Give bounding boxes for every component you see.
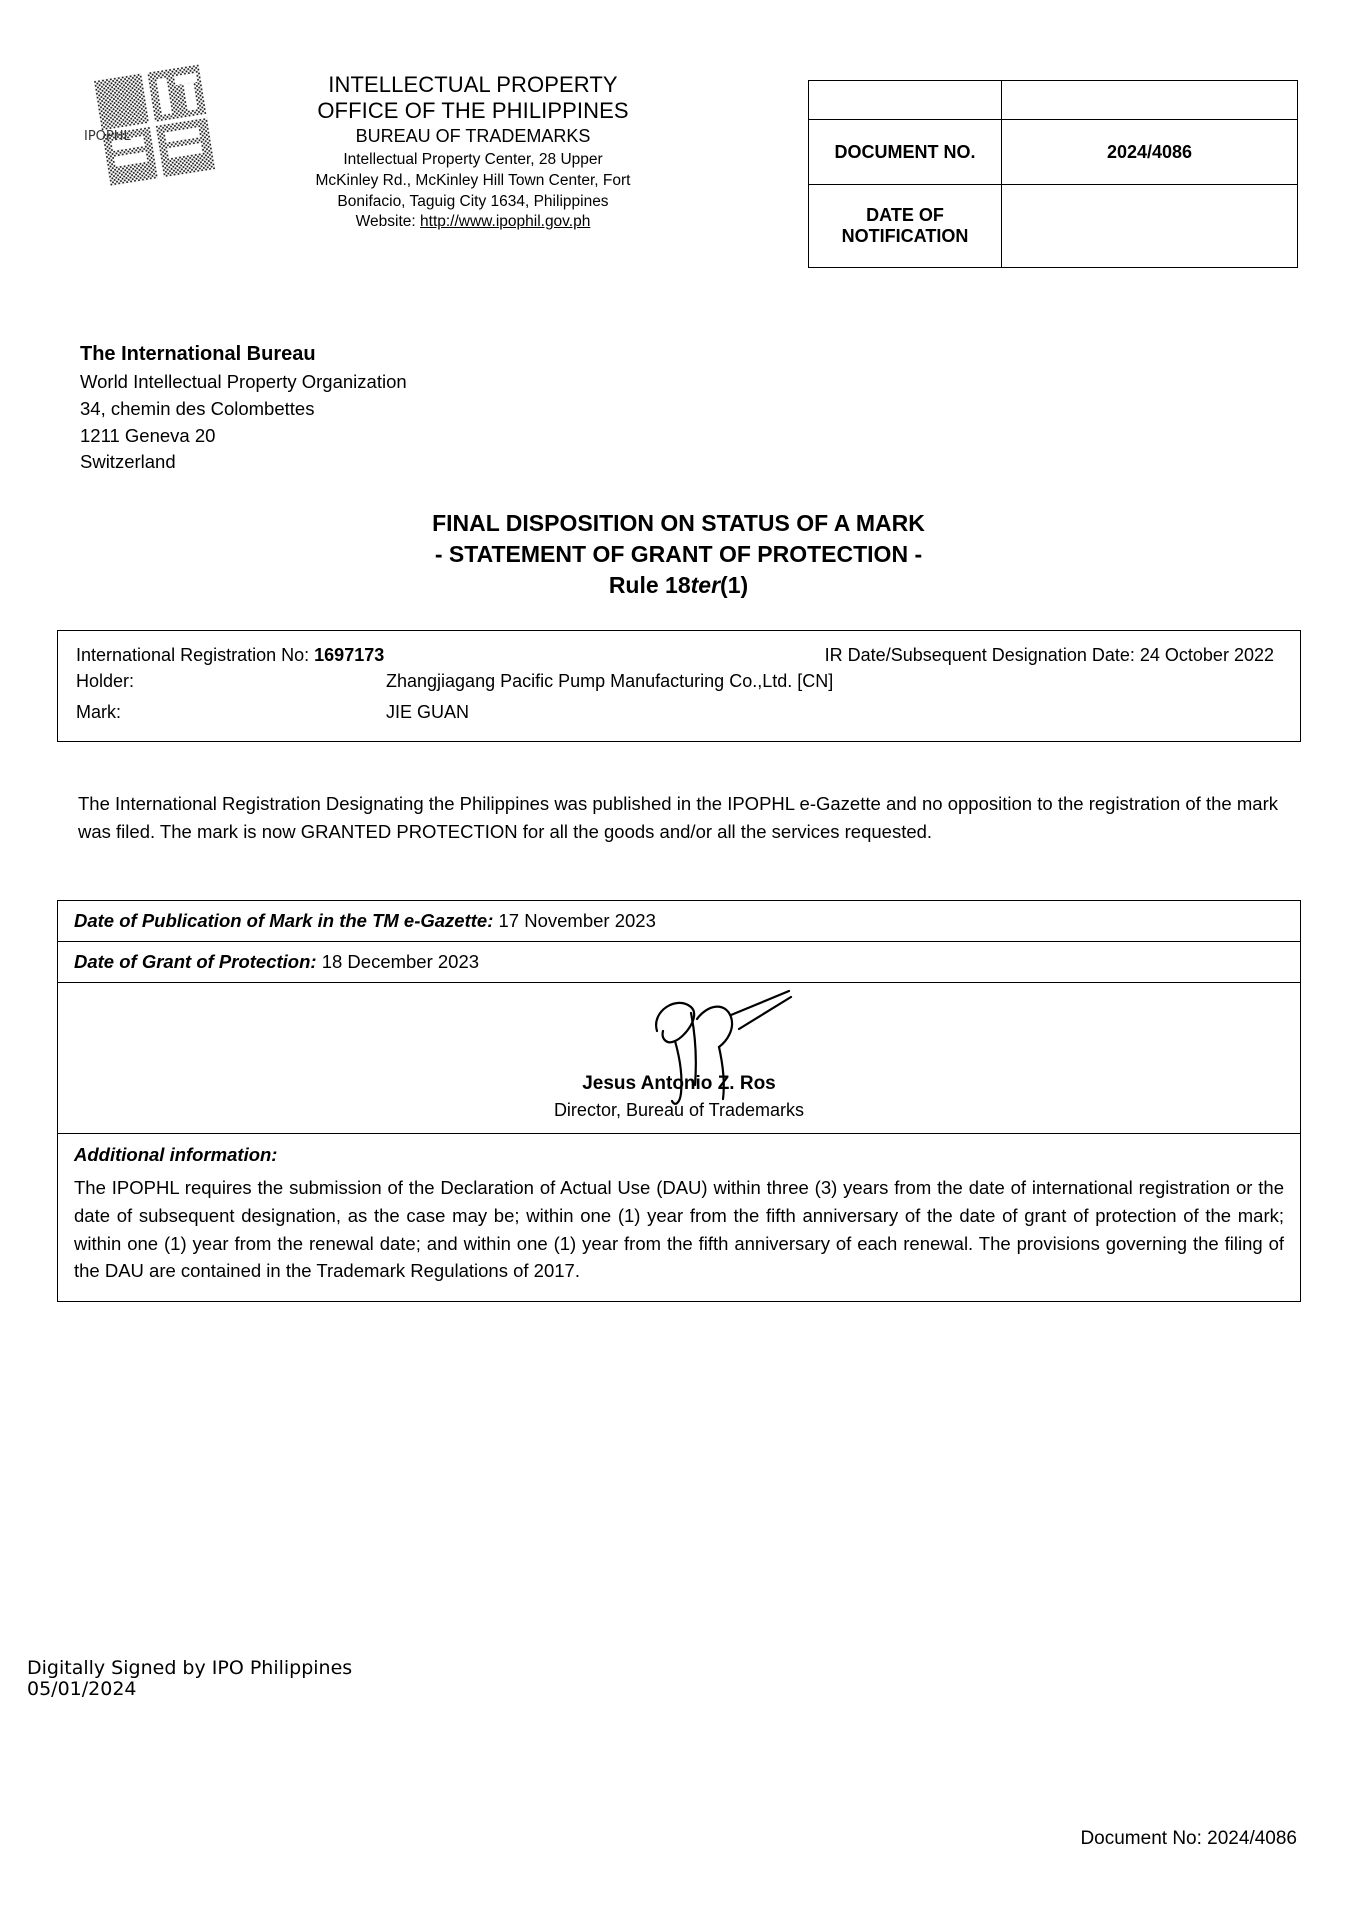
addressee-name: The International Bureau	[80, 343, 316, 365]
digital-signature-stamp	[27, 1658, 352, 1701]
holder-value: Zhangjiagang Pacific Pump Manufacturing Co.,Ltd. [CN]	[386, 671, 834, 691]
office-address-line2: McKinley Rd., McKinley Hill Town Center, Fort	[315, 171, 631, 189]
doc-table-empty-cell-1	[809, 81, 1002, 120]
title-line2: - STATEMENT OF GRANT OF PROTECTION -	[434, 541, 923, 568]
website-label: Website:	[355, 212, 416, 230]
signatory-name: Jesus Antonio Z. Ros	[582, 1073, 776, 1094]
title-line3	[0, 570, 1357, 601]
title-line1: FINAL DISPOSITION ON STATUS OF A MARK	[432, 510, 925, 536]
signatory-role: Director, Bureau of Trademarks	[553, 1100, 805, 1120]
ir-number-value: 1697173	[314, 645, 385, 665]
doc-table-empty-cell-2	[1002, 81, 1298, 120]
ir-date-value: 24 October 2022	[1139, 645, 1274, 665]
svg-text:IPOPHL: IPOPHL	[84, 129, 131, 144]
office-address-line1: Intellectual Property Center, 28 Upper	[343, 150, 603, 168]
addressee-line3: 1211 Geneva 20	[80, 424, 216, 446]
grant-details-box	[57, 900, 1301, 1302]
website-link[interactable]: http://www.ipophil.gov.ph	[420, 212, 591, 230]
publication-date-label: Date of Publication of Mark in the TM e-Gazette:	[74, 910, 494, 931]
grant-date-label: Date of Grant of Protection:	[74, 951, 317, 972]
ir-number	[76, 645, 384, 666]
publication-date-value: 17 November 2023	[498, 910, 656, 931]
additional-information-section	[58, 1134, 1300, 1301]
ipophl-logo-icon	[78, 62, 258, 192]
digital-signature-line2: 05/01/2024	[27, 1678, 137, 1701]
mark-row	[76, 697, 1282, 728]
ir-date	[825, 645, 1282, 666]
office-name-line1: INTELLECTUAL PROPERTY	[328, 72, 618, 97]
document-no-value: 2024/4086	[1002, 120, 1298, 185]
addressee-line1: World Intellectual Property Organization	[80, 371, 407, 392]
body-paragraph: The International Registration Designating the Philippines was published in the IPOPHL e-Gazette and no opposition to the registration of the mark was filed. The mark is now GRANTED PROTECTION for all the goods and/or all the services requested.	[78, 793, 1278, 842]
document-no-label: DOCUMENT NO.	[809, 120, 1002, 185]
footer-document-no: Document No: 2024/4086	[1080, 1828, 1297, 1849]
bureau-name: BUREAU OF TRADEMARKS	[355, 125, 591, 146]
holder-row	[76, 666, 1282, 697]
addressee-line2: 34, chemin des Colombettes	[80, 397, 315, 419]
signature-block	[58, 983, 1300, 1134]
mark-label: Mark:	[76, 701, 121, 722]
table-row	[809, 81, 1298, 120]
office-address-line3: Bonifacio, Taguig City 1634, Philippines	[337, 193, 609, 211]
page-title	[0, 508, 1357, 601]
registration-details-box	[57, 630, 1301, 742]
rule-suffix: (1)	[720, 572, 749, 599]
ir-date-label: IR Date/Subsequent Designation Date:	[824, 645, 1135, 665]
rule-prefix: Rule 18	[608, 572, 691, 599]
grant-date-value: 18 December 2023	[321, 951, 480, 972]
office-website	[258, 212, 688, 231]
addressee-line4: Switzerland	[80, 451, 176, 473]
addressee-block	[80, 340, 407, 476]
additional-information-label: Additional information:	[74, 1144, 278, 1165]
digital-signature-line1: Digitally Signed by IPO Philippines	[27, 1657, 353, 1679]
holder-label: Holder:	[76, 671, 135, 691]
additional-information-body: The IPOPHL requires the submission of the Declaration of Actual Use (DAU) within three (3) years from the date of international registration or the date of subsequent designation, as the case may be; within one (1) year from the fifth anniversary of the date of grant of protection of the mark; within one (1) year from the renewal date; and within one (1) year from the fifth anniversary of each renewal. The provisions governing the filing of the DAU are contained in the Trademark Regulations of 2017.	[74, 1177, 1284, 1282]
rule-italic: ter	[690, 572, 721, 599]
grant-date-row	[58, 942, 1300, 983]
table-row	[809, 120, 1298, 185]
mark-value: JIE GUAN	[386, 701, 470, 722]
office-identity	[258, 62, 688, 231]
ir-number-label: International Registration No:	[76, 645, 310, 665]
publication-date-row	[58, 901, 1300, 942]
office-name-line2: OFFICE OF THE PHILIPPINES	[317, 97, 629, 123]
date-of-notification-value	[1002, 185, 1298, 268]
document-info-table	[808, 80, 1298, 268]
registration-number-row	[76, 645, 1282, 666]
date-of-notification-label: DATE OF NOTIFICATION	[809, 185, 1002, 268]
table-row	[809, 185, 1298, 268]
